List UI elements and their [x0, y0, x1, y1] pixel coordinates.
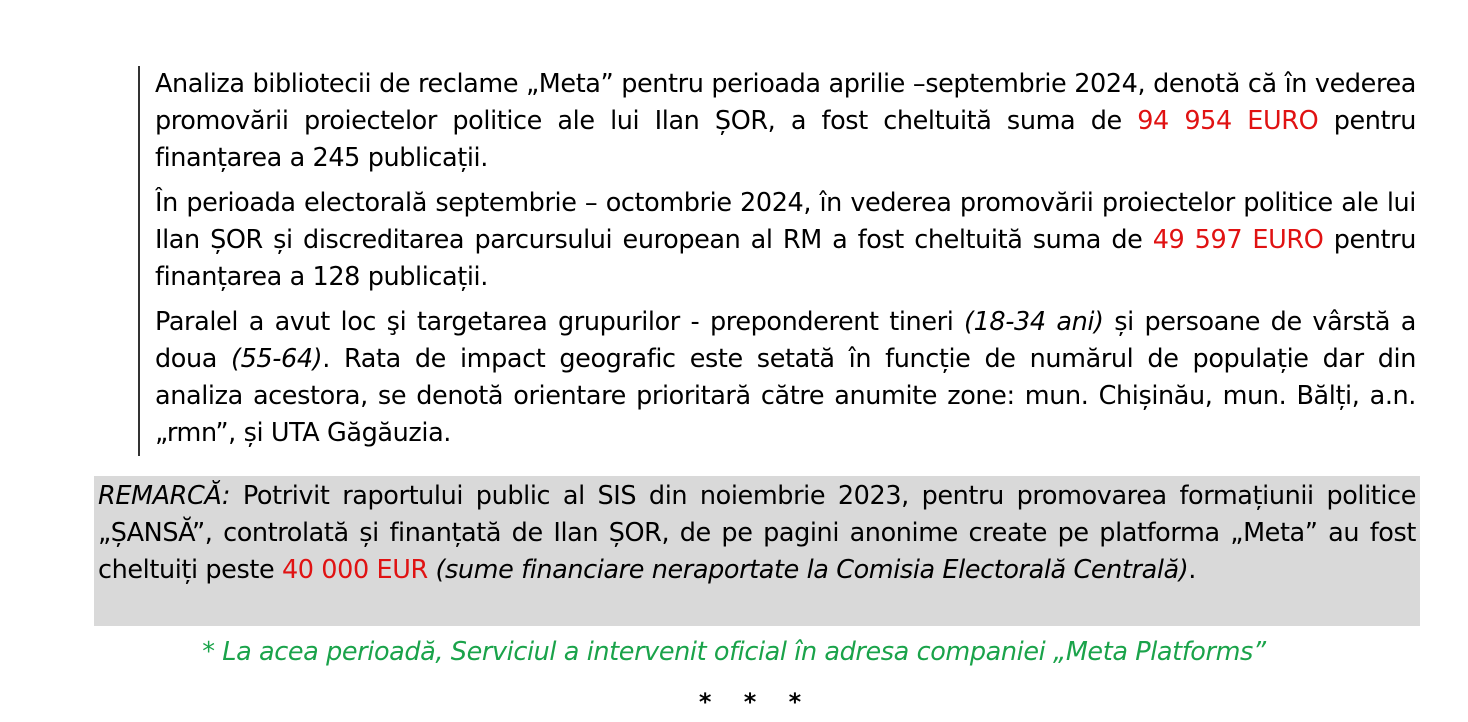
paragraph-text: pentru finanțarea a 128 publicații. — [155, 225, 1416, 292]
remark-note: (sume financiare neraportate la Comisia Electorală Centrală) — [427, 555, 1189, 585]
remark-label: REMARCĂ: — [98, 481, 231, 511]
amount-highlight: 49 597 EURO — [1152, 225, 1324, 255]
section-separator: * * * — [698, 688, 814, 716]
paragraph-text: pentru finanțarea a 245 publicații. — [155, 106, 1416, 173]
age-range: (55-64) — [231, 344, 323, 374]
paragraph-targeting — [155, 304, 1416, 452]
paragraph-text: În perioada electorală septembrie – octombrie 2024, în vederea promovării proiectelor politice ale lui Ilan ȘOR și discreditarea parcursului european al RM a fost cheltuită suma de — [155, 188, 1416, 255]
footnote: * La acea perioadă, Serviciul a intervenit oficial în adresa companiei „Meta Platforms” — [202, 637, 1266, 667]
amount-highlight: 40 000 EUR — [281, 555, 428, 585]
age-range: (18-34 ani) — [964, 307, 1104, 337]
paragraph-text: Analiza bibliotecii de reclame „Meta” pentru perioada aprilie –septembrie 2024, denotă că în vederea promovării proiectelor politice ale lui Ilan ȘOR, a fost cheltuită suma de — [155, 69, 1416, 136]
quote-block — [138, 66, 1416, 456]
paragraph-text: . Rata de impact geografic este setată în funcție de numărul de populație dar din analiza acestora, se denotă orientare prioritară către anumite zone: mun. Chișinău, mun. Bălți, a.n. „rmn”, și UTA Găgăuzia. — [155, 344, 1416, 448]
paragraph-text: și persoane de vârstă a doua — [155, 307, 1416, 374]
remark-box — [94, 476, 1420, 626]
amount-highlight: 94 954 EURO — [1137, 106, 1319, 136]
paragraph-meta-spending — [155, 66, 1416, 177]
remark-end: . — [1188, 555, 1197, 585]
paragraph-text: Paralel a avut loc şi targetarea grupurilor - preponderent tineri — [155, 307, 965, 337]
remark-text: Potrivit raportului public al SIS din noiembrie 2023, pentru promovarea formațiunii politice „ȘANSĂ”, controlată și finanțată de Ilan ȘOR, de pe pagini anonime create pe platforma „Meta” au fost cheltuiți peste — [98, 481, 1416, 585]
paragraph-electoral-spending — [155, 185, 1416, 296]
